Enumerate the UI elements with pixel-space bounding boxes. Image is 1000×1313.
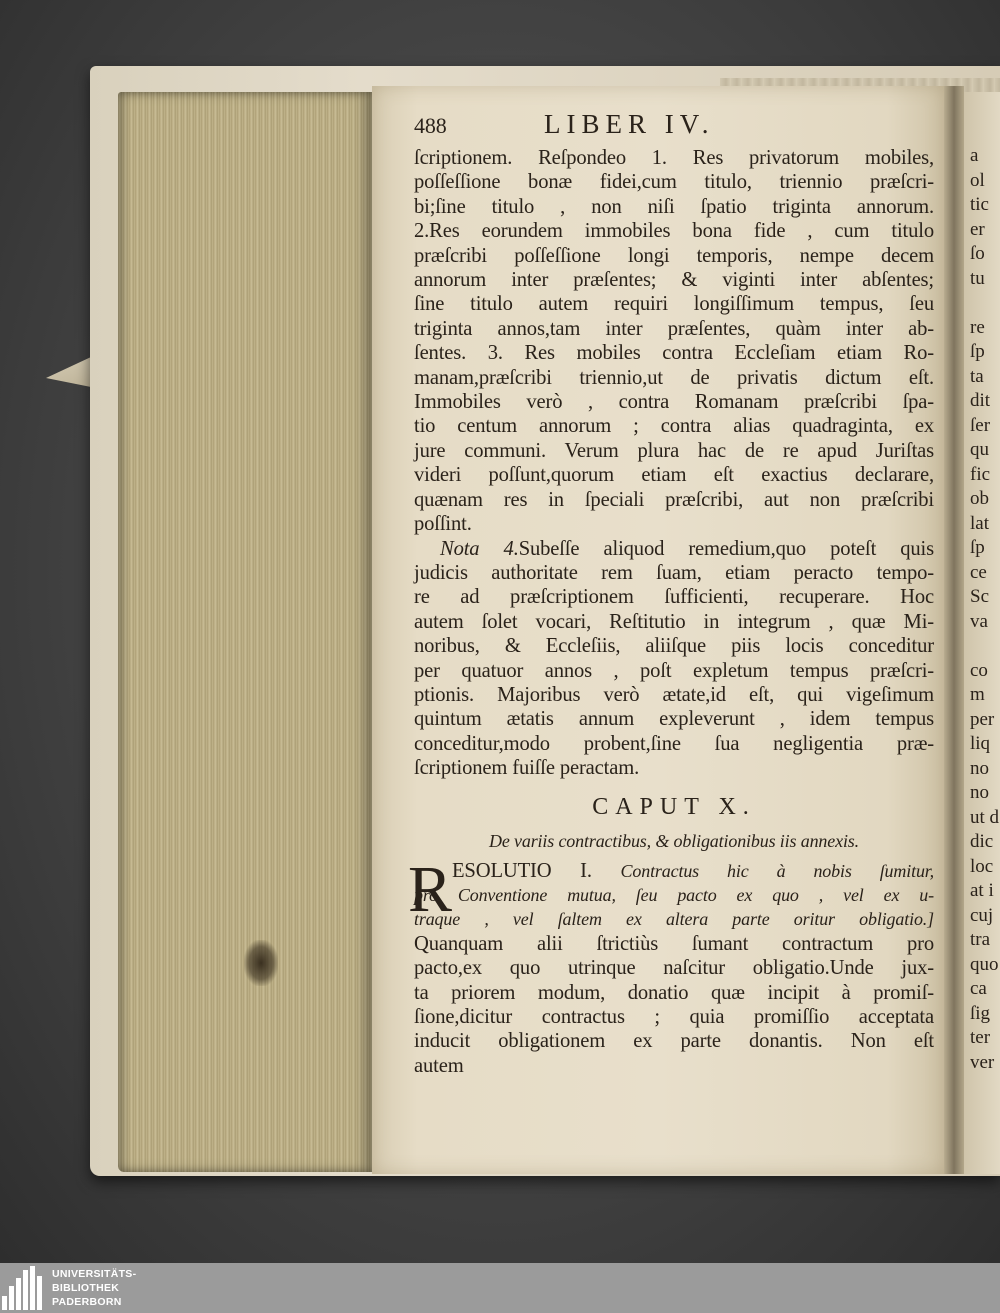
text-line: triginta annos,tam inter præſentes, quàm inter ab- bbox=[414, 317, 934, 340]
right-page-fragment bbox=[970, 634, 999, 659]
right-page-fragment: ce bbox=[970, 561, 987, 583]
right-page-fragment: ſig bbox=[970, 1002, 991, 1024]
right-page-fragment bbox=[970, 291, 999, 316]
logo-line-3: PADERBORN bbox=[52, 1296, 122, 1308]
right-page-fragment: per bbox=[970, 708, 995, 730]
logo-line-1: UNIVERSITÄTS- bbox=[52, 1268, 137, 1280]
right-page-fragment: ob bbox=[970, 488, 989, 509]
paragraph-nota bbox=[414, 561, 934, 781]
right-page-fragment: a bbox=[970, 145, 979, 166]
edge-stain bbox=[244, 940, 278, 986]
right-page-fragment: ta bbox=[970, 365, 984, 387]
page-edges bbox=[118, 92, 373, 1172]
text-line: pro Conventione mutua, ſeu pacto ex quo , vel ex u- bbox=[414, 884, 934, 905]
text-line: ſcriptionem fuiſſe peractam. bbox=[414, 757, 640, 780]
right-page-fragment: loc bbox=[970, 855, 994, 877]
right-page-fragment: ver bbox=[970, 1051, 995, 1073]
resolutio-definition: Contractus hic à nobis ſumitur, bbox=[620, 860, 935, 881]
text-line: conceditur,modo probent,ſine ſua negligentia præ- bbox=[414, 732, 934, 755]
right-page-fragment: no bbox=[970, 757, 989, 779]
chapter-subtitle: De variis contractibus, & obligationibus iis annexis. bbox=[488, 830, 860, 851]
text-line: jure communi. Verum plura hac de re apud Juriſtas bbox=[414, 439, 934, 462]
text-line: poſſeſſione bonæ fidei,cum titulo, triennio præſcri- bbox=[414, 171, 934, 194]
right-page-fragment: dic bbox=[970, 831, 994, 852]
right-page-fragment: lat bbox=[970, 512, 989, 534]
right-page-fragment: at i bbox=[970, 880, 994, 901]
text-line: manam,præſcribi triennio,ut de privatis dictum eſt. bbox=[414, 366, 934, 389]
text-line: annorum inter præſentes; & viginti inter abſentes; bbox=[414, 269, 934, 292]
right-page-fragment: cuj bbox=[970, 904, 994, 926]
book-gutter bbox=[944, 86, 964, 1174]
text-line: bi;ſine titulo , non niſi ſpatio triginta annorum. bbox=[414, 195, 934, 218]
text-line: pacto,ex quo utrinque naſcitur obligatio.Unde jux- bbox=[414, 957, 934, 980]
logo-line-2: BIBLIOTHEK bbox=[52, 1282, 120, 1294]
right-page-fragment: re bbox=[970, 316, 985, 338]
text-line: judicis authoritate rem ſuam, etiam peracto tempo- bbox=[414, 561, 934, 584]
text-line: ſine titulo autem requiri longiſſimum tempus, ſeu bbox=[414, 293, 934, 316]
text-line: noribus, & Eccleſiis, aliiſque piis locis conceditur bbox=[414, 635, 934, 658]
paragraph-responsio bbox=[414, 146, 934, 537]
resolutio-first-line bbox=[414, 859, 934, 883]
text-line: ſione,dicitur contractus ; quia promiſſio acceptata bbox=[414, 1006, 934, 1028]
text-line: re ad præſcriptionem ſufficienti, recuperare. Hoc bbox=[414, 586, 934, 609]
footer-bar bbox=[0, 1263, 1000, 1313]
text-line: Immobiles verò , contra Romanam præſcribi ſpa- bbox=[414, 391, 934, 414]
text-line: præſcribi poſſeſſione longi temporis, nempe decem bbox=[414, 244, 934, 267]
text-line: ta priorem modum, donatio quæ incipit à promiſ- bbox=[414, 981, 934, 1004]
text-line: 2.Res eorundem immobiles bona fide , cum titulo bbox=[414, 220, 934, 243]
right-page-fragment: quo bbox=[970, 953, 999, 975]
library-logo-text bbox=[52, 1267, 136, 1309]
right-page-fragment: ol bbox=[970, 169, 985, 191]
right-page-fragment: no bbox=[970, 782, 989, 803]
text-line: poſſint. bbox=[414, 513, 472, 536]
right-page-fragment: co bbox=[970, 659, 988, 681]
resolutio-heading: ESOLUTIO I. bbox=[452, 859, 592, 882]
right-page bbox=[964, 92, 1000, 1174]
drop-cap: R bbox=[408, 852, 452, 926]
right-page-text bbox=[970, 144, 999, 1075]
right-page-fragment: ut d bbox=[970, 806, 1000, 828]
resolutio-italic-lines bbox=[414, 883, 934, 932]
right-page-fragment: tra bbox=[970, 929, 991, 950]
text-line: quænam res in ſpeciali præſcribi, aut non præſcribi bbox=[414, 488, 934, 511]
right-page-fragment: er bbox=[970, 218, 985, 240]
right-page-fragment: liq bbox=[970, 733, 991, 754]
right-page-fragment: m bbox=[970, 684, 985, 705]
resolutio-body-lines bbox=[414, 932, 934, 1054]
running-head: LIBER IV. bbox=[544, 109, 715, 139]
text-line: autem ſolet vocari, Reſtitutio in integrum , quæ Mi- bbox=[414, 610, 934, 633]
text-line: ſcriptionem. Reſpondeo 1. Res privatorum mobiles, bbox=[414, 147, 934, 169]
right-page-fragment: tic bbox=[970, 194, 989, 215]
right-page-fragment: ter bbox=[970, 1027, 991, 1048]
nota-label: Nota 4. bbox=[440, 537, 519, 560]
page-header bbox=[414, 109, 934, 146]
text-line: per quatuor annos , poſt expletum tempus præſcri- bbox=[414, 659, 934, 682]
text-line: traque , vel ſaltem ex altera parte oritur obligatio.] bbox=[414, 909, 934, 930]
catchword: autem bbox=[414, 1054, 464, 1077]
library-logo-icon bbox=[0, 1266, 44, 1310]
text-line: ſentes. 3. Res mobiles contra Eccleſiam etiam Ro- bbox=[414, 342, 934, 365]
right-page-fragment: ſer bbox=[970, 414, 991, 436]
right-page-fragment: fic bbox=[970, 463, 991, 485]
chapter-title: CAPUT X. bbox=[592, 793, 756, 820]
right-page-fragment: va bbox=[970, 610, 988, 632]
right-page-fragment: ca bbox=[970, 978, 987, 999]
right-page-fragment: ſo bbox=[970, 243, 985, 264]
text-line: videri poſſunt,quorum etiam eſt exactius declarare, bbox=[414, 464, 934, 487]
text-line: Quanquam alii ſtrictiùs ſumant contractum pro bbox=[414, 932, 934, 955]
page-number: 488 bbox=[414, 113, 447, 138]
text-line: ptionis. Majoribus verò ætate,id eſt, qui vigeſimum bbox=[414, 683, 934, 706]
right-page-fragment: qu bbox=[970, 439, 989, 460]
text-line: inducit obligationem ex parte donantis. Non eſt bbox=[414, 1030, 934, 1053]
right-page-fragment: Sc bbox=[970, 586, 989, 607]
right-page-fragment: ſp bbox=[970, 537, 985, 558]
nota-text: Subeſſe aliquod remedium,quo poteſt quis bbox=[518, 537, 934, 560]
nota-first-line bbox=[414, 537, 934, 561]
text-line: quintum ætatis annum expleverunt , idem tempus bbox=[414, 708, 934, 731]
right-page-fragment: tu bbox=[970, 267, 985, 289]
text-line: tio centum annorum ; contra alias quadraginta, ex bbox=[414, 415, 934, 438]
right-page-fragment: ſp bbox=[970, 341, 985, 362]
page-text-block bbox=[408, 109, 935, 1078]
right-page-fragment: dit bbox=[970, 390, 991, 411]
resolutio-paragraph bbox=[408, 852, 935, 1079]
